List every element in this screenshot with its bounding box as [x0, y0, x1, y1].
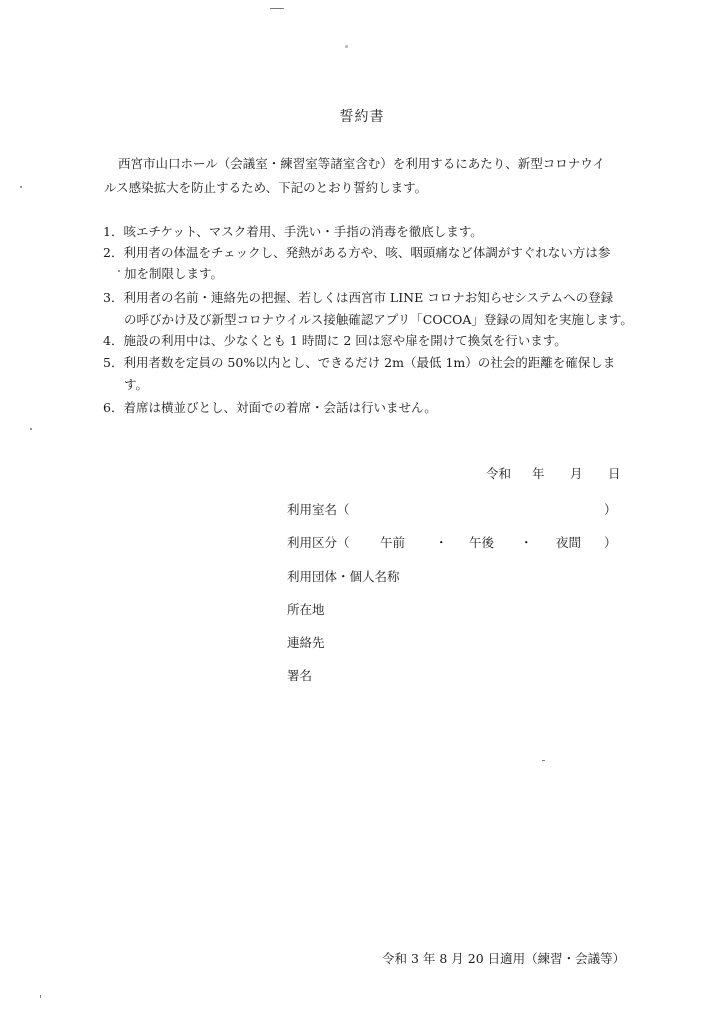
group-name-label: 利用団体・個人名称: [287, 569, 400, 584]
document-title: 誓約書: [339, 109, 385, 125]
pledge-item-2: 2．利用者の体温をチェックし、発熱がある方や、咳、咽頭痛など体調がすぐれない方は参: [103, 245, 611, 260]
division-night: 夜間: [556, 535, 582, 550]
intro-line-2: ルス感染拡大を防止するため、下記のとおり誓約します。: [104, 180, 428, 195]
contact-label: 連絡先: [287, 635, 325, 650]
pledge-item-3-cont: の呼びかけ及び新型コロナウイルス接触確認アプリ「COCOA」登録の周知を実施します。: [124, 312, 633, 327]
pledge-item-5: 5．利用者数を定員の 50%以内とし、できるだけ 2m（最低 1m）の社会的距離を確保しま: [103, 355, 616, 370]
division-dot-1: ・: [435, 535, 448, 550]
intro-paragraph: [104, 152, 638, 200]
address-label: 所在地: [287, 602, 325, 617]
room-label: 利用室名（: [287, 502, 350, 517]
scan-speck: [30, 428, 32, 430]
scan-speck: [20, 186, 22, 188]
scan-speck: [118, 270, 120, 272]
pledge-item-4: 4．施設の利用中は、少なくとも 1 時間に 2 回は窓や扉を開けて換気を行います。: [103, 333, 567, 348]
division-label: 利用区分（: [287, 535, 350, 550]
scan-speck: [542, 760, 545, 761]
room-close: ）: [604, 502, 617, 517]
date-era: 令和: [486, 466, 512, 481]
pledge-item-3: 3．利用者の名前・連絡先の把握、若しくは西宮市 LINE コロナお知らせシステムへの登録: [103, 290, 614, 305]
intro-line-1: 西宮市山口ホール（会議室・練習室等諸室含む）を利用するにあたり、新型コロナウイ: [118, 156, 605, 171]
scan-speck: [40, 995, 41, 998]
pledge-item-5-cont: す。: [124, 377, 149, 392]
signature-label: 署名: [287, 668, 313, 683]
date-month: 月: [570, 466, 583, 481]
date-day: 日: [608, 466, 621, 481]
pledge-item-6: 6．着席は横並びとし、対面での着席・会話は行いません。: [103, 400, 437, 415]
division-morning: 午前: [380, 535, 406, 550]
footer-applicable-date: 令和 3 年 8 月 20 日適用（練習・会議等）: [382, 951, 626, 966]
division-dot-2: ・: [520, 535, 533, 550]
division-close: ）: [604, 535, 617, 550]
pledge-item-1: 1．咳エチケット、マスク着用、手洗い・手指の消毒を徹底します。: [103, 224, 483, 239]
scan-speck: [345, 45, 348, 48]
scan-speck: [270, 8, 284, 9]
pledge-item-2-cont: 加を制限します。: [124, 266, 224, 281]
division-afternoon: 午後: [469, 535, 495, 550]
date-year: 年: [532, 466, 545, 481]
